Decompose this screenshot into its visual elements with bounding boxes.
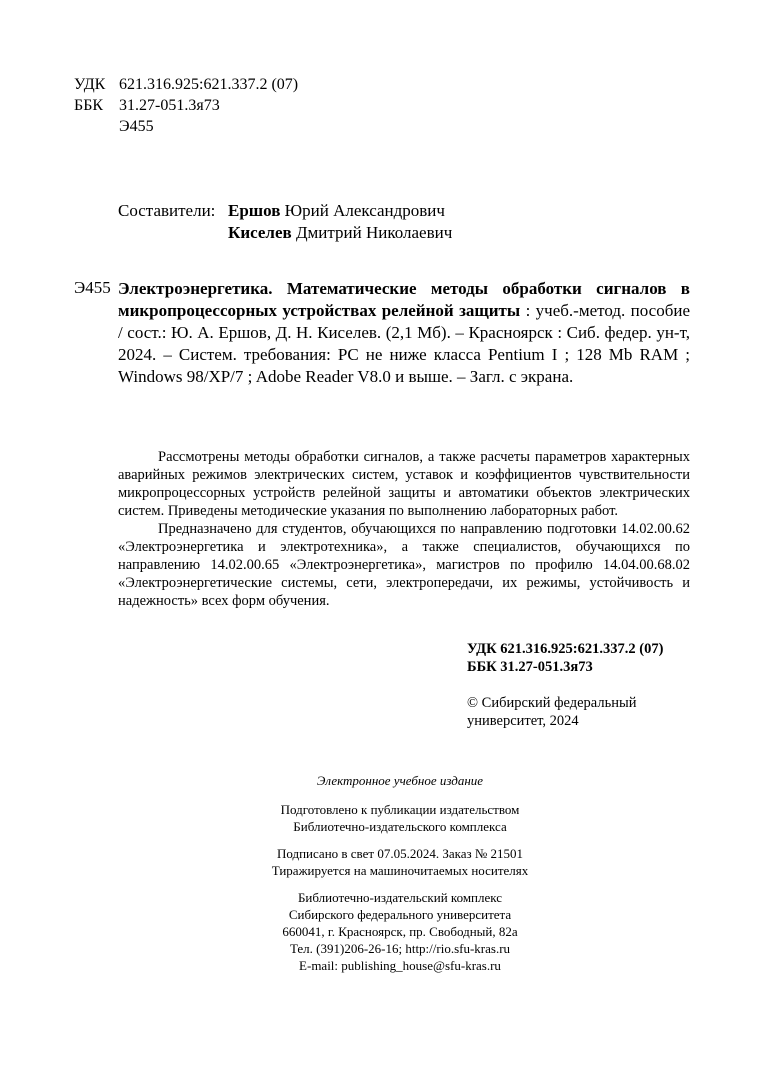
author-mark: Э455 xyxy=(119,118,154,135)
abstract xyxy=(118,448,690,610)
classification-codes xyxy=(74,74,298,137)
abstract-paragraph: Предназначено для студентов, обучающихся по направлению подготовки 14.02.00.62 «Электроэнергетика и электротехника», а также специалистов, обучающихся по направлению 14.02.00.65 «Электроэнергетика», магистров по профилю 14.04.00.68.02 «Электроэнергетические системы, сети, электропередачи, их режимы, устойчивость и надежность» всех форм обучения. xyxy=(118,521,690,609)
copyright-line: © Сибирский федеральный xyxy=(467,695,637,711)
compiler-name: Дмитрий Николаевич xyxy=(291,223,453,242)
imprint-line: Подготовлено к публикации издательством xyxy=(280,802,520,817)
copyright xyxy=(467,694,636,730)
edition-type: Электронное учебное издание xyxy=(316,773,484,788)
imprint-line: 660041, г. Красноярск, пр. Свободный, 82а xyxy=(282,924,518,939)
udk-row xyxy=(74,74,298,95)
bottom-udk: УДК 621.316.925:621.337.2 (07) xyxy=(467,641,664,657)
imprint-line: E-mail: publishing_house@sfu-kras.ru xyxy=(299,958,501,973)
bottom-classification-codes xyxy=(467,640,663,676)
imprint-line: Библиотечно-издательский комплекс xyxy=(297,890,503,905)
imprint-line: Сибирского федерального университета xyxy=(288,907,512,922)
bottom-bbk: ББК 31.27-051.3я73 xyxy=(467,659,593,675)
bbk-row xyxy=(74,95,298,116)
compiler-name: Юрий Александрович xyxy=(280,201,445,220)
bbk-value: 31.27-051.3я73 xyxy=(119,97,220,114)
publisher-block xyxy=(200,889,600,974)
imprint-line: Подписано в свет 07.05.2024. Заказ № 21501 xyxy=(276,846,524,861)
book-title: Электроэнергетика. Математические методы обработки сигналов в микропроцессорных устройствах релейной защиты xyxy=(118,279,690,320)
bibliographic-record xyxy=(118,278,690,388)
compiler-row xyxy=(118,222,452,244)
imprint-line: Тел. (391)206-26-16; http://rio.sfu-kras.ru xyxy=(289,941,511,956)
book-description: : учеб.-метод. пособие / сост.: Ю. А. Ершов, Д. Н. Киселев. (2,1 Мб). – Красноярск : Сиб. федер. ун-т, 2024. – Систем. требования: PC не ниже класса Pentium I ; 128 Mb RAM ; Windows 98/XP/7 ; Adobe Reader V8.0 и выше. – Загл. с экрана. xyxy=(118,301,691,386)
abstract-paragraph: Рассмотрены методы обработки сигналов, а также расчеты параметров характерных аварийных режимов электрических систем, уставок и коэффициентов чувствительности микропроцессорных устройств релейной защиты и автоматики объектов электрических систем. Приведены методические указания по выполнению лабораторных работ. xyxy=(118,449,690,519)
bbk-label: ББК xyxy=(74,97,104,114)
copyright-line: университет, 2024 xyxy=(467,713,579,729)
signed-block xyxy=(200,845,600,879)
udk-label: УДК xyxy=(74,76,106,93)
imprint-line: Тиражируется на машиночитаемых носителях xyxy=(271,863,529,878)
prepared-block xyxy=(200,801,600,835)
imprint-line: Библиотечно-издательского комплекса xyxy=(293,819,507,834)
compiler-row xyxy=(118,200,452,222)
compilers-block xyxy=(118,200,452,244)
imprint xyxy=(200,772,600,984)
udk-value: 621.316.925:621.337.2 (07) xyxy=(119,76,299,93)
compilers-caption: Составители: xyxy=(118,201,216,220)
biblio-author-mark: Э455 xyxy=(74,278,111,297)
compiler-surname: Ершов xyxy=(228,201,281,220)
compiler-surname: Киселев xyxy=(228,223,292,242)
